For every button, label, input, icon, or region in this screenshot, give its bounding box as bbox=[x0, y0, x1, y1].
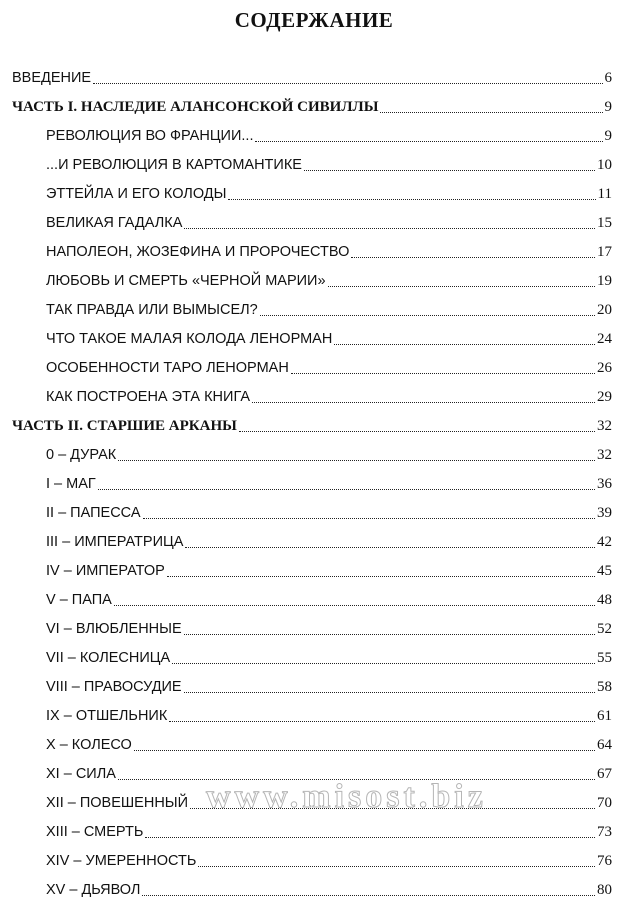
page-title: СОДЕРЖАНИЕ bbox=[234, 8, 394, 32]
toc-entry[interactable] bbox=[46, 182, 612, 206]
toc-entry[interactable] bbox=[46, 762, 612, 786]
toc-entry[interactable] bbox=[46, 153, 612, 177]
toc-entry-label: II – ПАПЕССА bbox=[46, 505, 141, 521]
toc-part-2[interactable] bbox=[12, 414, 612, 438]
toc-entry[interactable] bbox=[46, 472, 612, 496]
dot-leader bbox=[145, 836, 595, 838]
toc-entry-page: 52 bbox=[597, 621, 612, 637]
dot-leader bbox=[252, 401, 595, 403]
toc-part-label: ЧАСТЬ I. НАСЛЕДИЕ АЛАНСОНСКОЙ СИВИЛЛЫ bbox=[12, 99, 379, 115]
toc-entry-label: РЕВОЛЮЦИЯ ВО ФРАНЦИИ... bbox=[46, 128, 254, 144]
toc-entry-label: VIII – ПРАВОСУДИЕ bbox=[46, 679, 182, 695]
toc-entry-label: XI – СИЛА bbox=[46, 766, 116, 782]
toc-entry[interactable] bbox=[46, 356, 612, 380]
toc-entry-label: VI – ВЛЮБЛЕННЫЕ bbox=[46, 621, 182, 637]
toc-entry[interactable] bbox=[46, 617, 612, 641]
toc-entry-label: ТАК ПРАВДА ИЛИ ВЫМЫСЕЛ? bbox=[46, 302, 258, 318]
dot-leader bbox=[143, 517, 596, 519]
toc-entry-page: 42 bbox=[597, 534, 612, 550]
toc-entry[interactable] bbox=[46, 298, 612, 322]
dot-leader bbox=[98, 488, 595, 490]
dot-leader bbox=[328, 285, 595, 287]
dot-leader bbox=[198, 865, 595, 867]
toc-entry[interactable] bbox=[46, 211, 612, 235]
dot-leader bbox=[291, 372, 595, 374]
dot-leader bbox=[334, 343, 595, 345]
toc-entry-label: НАПОЛЕОН, ЖОЗЕФИНА И ПРОРОЧЕСТВО bbox=[46, 244, 350, 260]
toc-entry[interactable] bbox=[46, 849, 612, 873]
toc-entry[interactable] bbox=[46, 878, 612, 902]
dot-leader bbox=[190, 807, 595, 809]
toc-entry-page: 64 bbox=[597, 737, 612, 753]
toc-entry-page: 32 bbox=[597, 447, 612, 463]
toc-entry[interactable] bbox=[46, 385, 612, 409]
dot-leader bbox=[142, 894, 595, 896]
dot-leader bbox=[304, 169, 595, 171]
toc-entry-introduction[interactable] bbox=[12, 66, 612, 90]
toc-entry-page: 29 bbox=[597, 389, 612, 405]
dot-leader bbox=[169, 720, 595, 722]
dot-leader bbox=[114, 604, 595, 606]
toc-entry-label: X – КОЛЕСО bbox=[46, 737, 132, 753]
toc-entry-label: IX – ОТШЕЛЬНИК bbox=[46, 708, 168, 724]
toc-entry-label: КАК ПОСТРОЕНА ЭТА КНИГА bbox=[46, 389, 251, 405]
toc-entry-label: XIV – УМЕРЕННОСТЬ bbox=[46, 853, 197, 869]
dot-leader bbox=[185, 546, 595, 548]
dot-leader bbox=[184, 227, 595, 229]
dot-leader bbox=[184, 633, 595, 635]
toc-part-1[interactable] bbox=[12, 95, 612, 119]
toc-entry-page: 70 bbox=[597, 795, 612, 811]
toc-part-label: ЧАСТЬ II. СТАРШИЕ АРКАНЫ bbox=[12, 418, 237, 434]
toc-entry-label: I – МАГ bbox=[46, 476, 96, 492]
toc-entry[interactable] bbox=[46, 327, 612, 351]
toc-entry-label: XIII – СМЕРТЬ bbox=[46, 824, 144, 840]
toc-entry-label: XII – ПОВЕШЕННЫЙ bbox=[46, 795, 189, 811]
toc-entry[interactable] bbox=[46, 559, 612, 583]
toc-entry-page: 39 bbox=[597, 505, 612, 521]
dot-leader bbox=[351, 256, 595, 258]
toc-entry-page: 36 bbox=[597, 476, 612, 492]
toc-entry-page: 58 bbox=[597, 679, 612, 695]
toc-entry[interactable] bbox=[46, 820, 612, 844]
toc-entry-label: ВВЕДЕНИЕ bbox=[12, 70, 92, 86]
toc-entry-label: ЧТО ТАКОЕ МАЛАЯ КОЛОДА ЛЕНОРМАН bbox=[46, 331, 333, 347]
dot-leader bbox=[93, 82, 602, 84]
dot-leader bbox=[118, 459, 595, 461]
toc-entry[interactable] bbox=[46, 501, 612, 525]
toc-entry-page: 15 bbox=[597, 215, 612, 231]
toc-entry[interactable] bbox=[46, 791, 612, 815]
toc-entry-label: ЛЮБОВЬ И СМЕРТЬ «ЧЕРНОЙ МАРИИ» bbox=[46, 273, 326, 289]
toc-entry-label: V – ПАПА bbox=[46, 592, 112, 608]
dot-leader bbox=[172, 662, 595, 664]
toc-entry-page: 67 bbox=[597, 766, 612, 782]
dot-leader bbox=[134, 749, 595, 751]
watermark: www.misost.biz bbox=[206, 778, 487, 815]
toc-entry[interactable] bbox=[46, 530, 612, 554]
toc-entry-page: 32 bbox=[597, 418, 612, 434]
dot-leader bbox=[260, 314, 595, 316]
dot-leader bbox=[380, 111, 602, 113]
toc-entry-label: 0 – ДУРАК bbox=[46, 447, 117, 463]
toc-entry[interactable] bbox=[46, 240, 612, 264]
toc-entry[interactable] bbox=[46, 675, 612, 699]
toc-entry[interactable] bbox=[46, 704, 612, 728]
dot-leader bbox=[228, 198, 595, 200]
toc-entry-page: 9 bbox=[604, 128, 612, 144]
toc-entry-label: ВЕЛИКАЯ ГАДАЛКА bbox=[46, 215, 183, 231]
toc-entry-page: 48 bbox=[597, 592, 612, 608]
toc-entry-page: 20 bbox=[597, 302, 612, 318]
toc-entry-label: III – ИМПЕРАТРИЦА bbox=[46, 534, 184, 550]
toc-entry-page: 19 bbox=[597, 273, 612, 289]
toc-entry[interactable] bbox=[46, 588, 612, 612]
toc-entry-page: 26 bbox=[597, 360, 612, 376]
toc-entry[interactable] bbox=[46, 733, 612, 757]
toc-entry-page: 80 bbox=[597, 882, 612, 898]
toc-entry-page: 10 bbox=[597, 157, 612, 173]
toc-entry-page: 9 bbox=[604, 99, 612, 115]
toc-entry-page: 24 bbox=[597, 331, 612, 347]
toc-entry-page: 17 bbox=[597, 244, 612, 260]
toc-entry-label: XV – ДЬЯВОЛ bbox=[46, 882, 141, 898]
dot-leader bbox=[255, 140, 602, 142]
toc-entry[interactable] bbox=[46, 269, 612, 293]
dot-leader bbox=[239, 430, 595, 432]
toc-entry-page: 73 bbox=[597, 824, 612, 840]
toc-entry-page: 45 bbox=[597, 563, 612, 579]
toc-entry-page: 55 bbox=[597, 650, 612, 666]
toc-entry-label: VII – КОЛЕСНИЦА bbox=[46, 650, 171, 666]
toc-entry-label: ОСОБЕННОСТИ ТАРО ЛЕНОРМАН bbox=[46, 360, 289, 376]
toc-entry-page: 6 bbox=[604, 70, 612, 86]
toc-entry[interactable] bbox=[46, 124, 612, 148]
dot-leader bbox=[118, 778, 595, 780]
toc-entry-label: ...И РЕВОЛЮЦИЯ В КАРТОМАНТИКЕ bbox=[46, 157, 302, 173]
dot-leader bbox=[184, 691, 595, 693]
toc-entry-page: 61 bbox=[597, 708, 612, 724]
toc-entry[interactable] bbox=[46, 646, 612, 670]
dot-leader bbox=[167, 575, 595, 577]
toc-entry-page: 76 bbox=[597, 853, 612, 869]
toc-entry-label: ЭТТЕЙЛА И ЕГО КОЛОДЫ bbox=[46, 186, 227, 202]
toc-entry-page: 11 bbox=[597, 186, 612, 202]
toc-entry[interactable] bbox=[46, 443, 612, 467]
toc-entry-label: IV – ИМПЕРАТОР bbox=[46, 563, 165, 579]
